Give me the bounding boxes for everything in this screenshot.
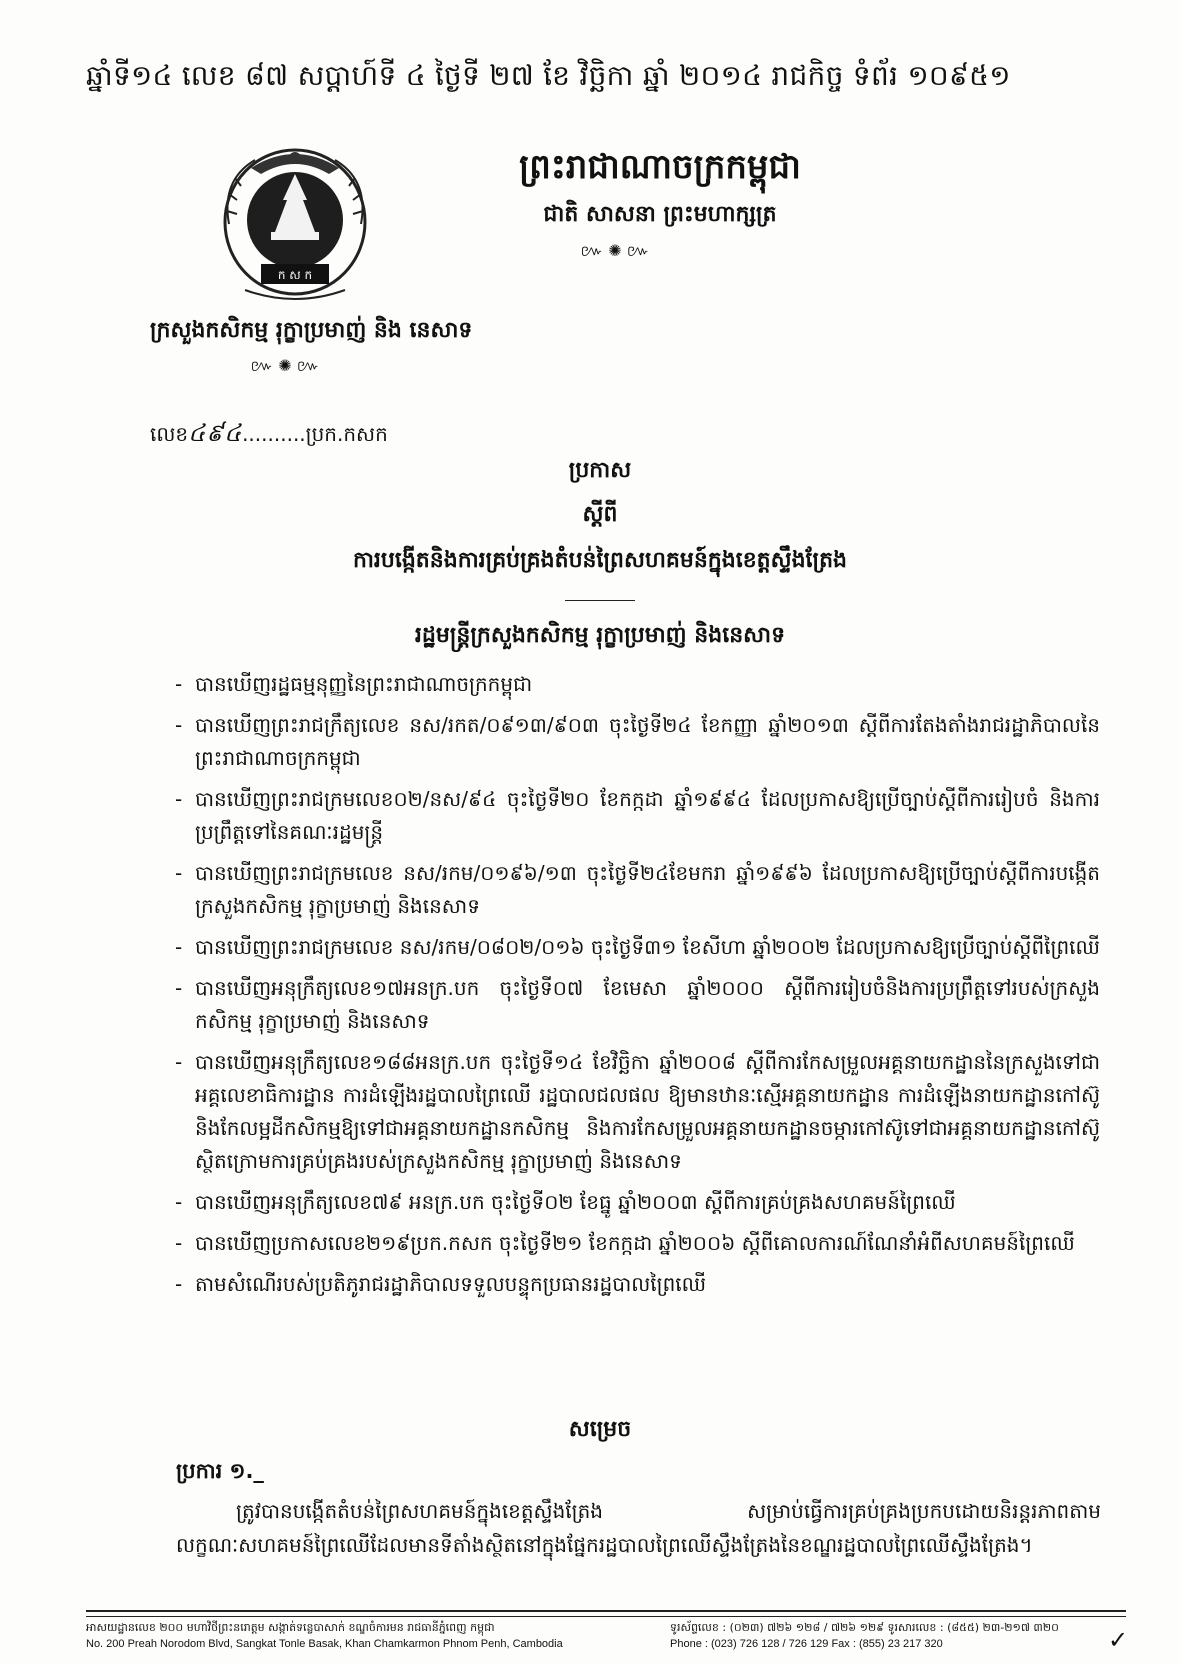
- article-text: ត្រូវបានបង្កើតតំបន់ព្រៃសហគមន៍ក្នុងខេត្តស្ទឹងត្រែង សម្រាប់ធ្វើការគ្រប់គ្រងប្រកបដោយនិរន្តរភាពតាមលក្ខណៈសហគមន៍ព្រៃឈើដែលមានទីតាំងស្ថិតនៅក្នុងផ្នែករដ្ឋបាលព្រៃឈើស្ទឹងត្រែងនៃខណ្ឌរដ្ឋបាលព្រៃឈើស្ទឹងត្រែង។: [176, 1499, 1101, 1557]
- gazette-header: ឆ្នាំទី១៤ លេខ ៨៧ សប្តាហ៍ទី ៤ ថ្ងៃទី ២៧ ខែ វិច្ឆិកា ឆ្នាំ ២០១៤ រាជកិច្ច ទំព័រ ១០៩៥១: [86, 59, 1011, 92]
- footer-rule: [86, 1610, 1126, 1617]
- title-about: ស្តីពី: [582, 502, 618, 527]
- document-type: ប្រកាស: [568, 458, 632, 483]
- ministry-name: ក្រសួងកសិកម្ម រុក្ខាប្រមាញ់ និង នេសាទ: [150, 318, 473, 343]
- footer-address: [86, 1620, 646, 1652]
- reference-handwritten-number: ៤៩៤: [188, 419, 243, 447]
- footer-address-kh: អាសយដ្ឋានលេខ ២០០ មហាវិថីព្រះនរោត្តម សង្កាត់ទន្លេបាសាក់ ខណ្ឌចំការមន រាជធានីភ្នំពេញ កម្ពុជា: [86, 1621, 495, 1634]
- ornament-divider: ៚ ✺ ៚: [250, 356, 320, 375]
- recital-item: - បានឃើញព្រះរាជក្រមលេខ០២/នស/៩៤ ចុះថ្ងៃទី២០ ខែកក្កដា ឆ្នាំ១៩៩៤ ដែលប្រកាសឱ្យប្រើច្បាប់ស្តីពីការរៀបចំ និងការប្រព្រឹត្តទៅនៃគណៈរដ្ឋមន្ត្រី: [175, 787, 1100, 844]
- ministry-seal-icon: [215, 140, 375, 310]
- recital-item: - បានឃើញអនុក្រឹត្យលេខ១៧អនក្រ.បក ចុះថ្ងៃទី០៧ ខែមេសា ឆ្នាំ២០០០ ស្តីពីការរៀបចំនិងការប្រព្រឹត្តទៅរបស់ក្រសួងកសិកម្ម រុក្ខាប្រមាញ់ និងនេសាទ: [175, 976, 1100, 1033]
- title-divider: [565, 600, 635, 601]
- reference-number: [150, 418, 388, 453]
- recitals-list: [175, 668, 1100, 1309]
- title-block: [200, 456, 1000, 653]
- recital-item: - បានឃើញព្រះរាជក្រឹត្យលេខ នស/រកត/០៩១៣/៩០៣ ចុះថ្ងៃទី២៤ ខែកញ្ញា ឆ្នាំ២០១៣ ស្តីពីការតែងតាំងរាជរដ្ឋាភិបាលនៃព្រះរាជាណាចក្រកម្ពុជា: [175, 713, 1100, 770]
- footer-phone-kh: ទូរស័ព្ទលេខ : (០២៣) ៧២៦ ១២៨ / ៧២៦ ១២៩ ទូរសារលេខ : (៨៥៥) ២៣-២១៧ ៣២០: [670, 1621, 1059, 1634]
- recital-item: - បានឃើញអនុក្រឹត្យលេខ១៨៨អនក្រ.បក ចុះថ្ងៃទី១៤ ខែវិច្ឆិកា ឆ្នាំ២០០៨ ស្តីពីការកែសម្រួលអគ្គនាយកដ្ឋាននៃក្រសួងទៅជាអគ្គលេខាធិការដ្ឋាន ការដំឡើងរដ្ឋបាលព្រៃឈើ រដ្ឋបាលជលផល ឱ្យមានឋានៈស្មើអគ្គនាយកដ្ឋាន ការដំឡើងនាយកដ្ឋានកៅស៊ូនិងកែលម្អដីកសិកម្មឱ្យទៅជាអគ្គនាយកដ្ឋានកសិកម្ម និងការកែសម្រួលអគ្គនាយកដ្ឋានចម្ការកៅស៊ូទៅជាអគ្គនាយកដ្ឋានកៅស៊ូ ស្ថិតក្រោមការគ្រប់គ្រងរបស់ក្រសួងកសិកម្ម រុក្ខាប្រមាញ់ និងនេសាទ: [175, 1050, 1100, 1173]
- footer-contact: [670, 1620, 1110, 1652]
- issuing-minister: រដ្ឋមន្ត្រីក្រសួងកសិកម្ម រុក្ខាប្រមាញ់ និងនេសាទ: [414, 623, 786, 648]
- recital-item: - បានឃើញព្រះរាជក្រមលេខ នស/រកម/០១៩៦/១៣ ចុះថ្ងៃទី២៤ខែមករា ឆ្នាំ១៩៩៦ ដែលប្រកាសឱ្យប្រើច្បាប់ស្តីពីការបង្កើតក្រសួងកសិកម្ម រុក្ខាប្រមាញ់ និងនេសាទ: [175, 861, 1100, 918]
- recital-item: - បានឃើញព្រះរាជក្រមលេខ នស/រកម/០៨០២/០១៦ ចុះថ្ងៃទី៣១ ខែសីហា ឆ្នាំ២០០២ ដែលប្រកាសឱ្យប្រើច្បាប់ស្តីពីព្រៃឈើ: [175, 935, 1100, 959]
- recital-item: - បានឃើញប្រកាសលេខ២១៩ប្រក.កសក ចុះថ្ងៃទី២១ ខែកក្កដា ឆ្នាំ២០០៦ ស្តីពីគោលការណ៍ណែនាំអំពីសហគមន៍ព្រៃឈើ: [175, 1231, 1075, 1255]
- recital-item: - បានឃើញរដ្ឋធម្មនុញ្ញនៃព្រះរាជាណាចក្រកម្ពុជា: [175, 672, 533, 696]
- reference-dots: ..........: [242, 422, 306, 446]
- national-motto: ជាតិ សាសនា ព្រះមហាក្សត្រ: [543, 202, 777, 227]
- footer-phone-en: Phone : (023) 726 128 / 726 129 Fax : (855) 23 217 320: [670, 1638, 943, 1650]
- ornament-divider: ៚ ✺ ៚: [580, 241, 650, 260]
- decision-heading: សម្រេច: [568, 1417, 632, 1442]
- article-label: ប្រការ ១._: [176, 1459, 264, 1483]
- kingdom-title: ព្រះរាជាណាចក្រកម្ពុជា: [519, 147, 801, 187]
- handwritten-mark: ✓: [1108, 1626, 1129, 1654]
- recital-item: - បានឃើញអនុក្រឹត្យលេខ៧៩ អនក្រ.បក ចុះថ្ងៃទី០២ ខែធ្នូ ឆ្នាំ២០០៣ ស្តីពីការគ្រប់គ្រងសហគមន៍ព្រៃឈើ: [175, 1190, 956, 1214]
- document-subject: ការបង្កើតនិងការគ្រប់គ្រងតំបន់ព្រៃសហគមន៍ក្នុងខេត្តស្ទឹងត្រែង: [352, 548, 848, 573]
- reference-prefix: លេខ: [150, 422, 189, 446]
- recital-item: - តាមសំណើរបស់ប្រតិភូរាជរដ្ឋាភិបាលទទួលបន្ទុកប្រធានរដ្ឋបាលព្រៃឈើ: [175, 1272, 707, 1296]
- reference-suffix: ប្រក.កសក: [305, 422, 388, 446]
- seal-letters: ក ស ក: [277, 268, 313, 282]
- footer-address-en: No. 200 Preah Norodom Blvd, Sangkat Tonle Basak, Khan Chamkarmon Phnom Penh, Cambodia: [86, 1638, 563, 1650]
